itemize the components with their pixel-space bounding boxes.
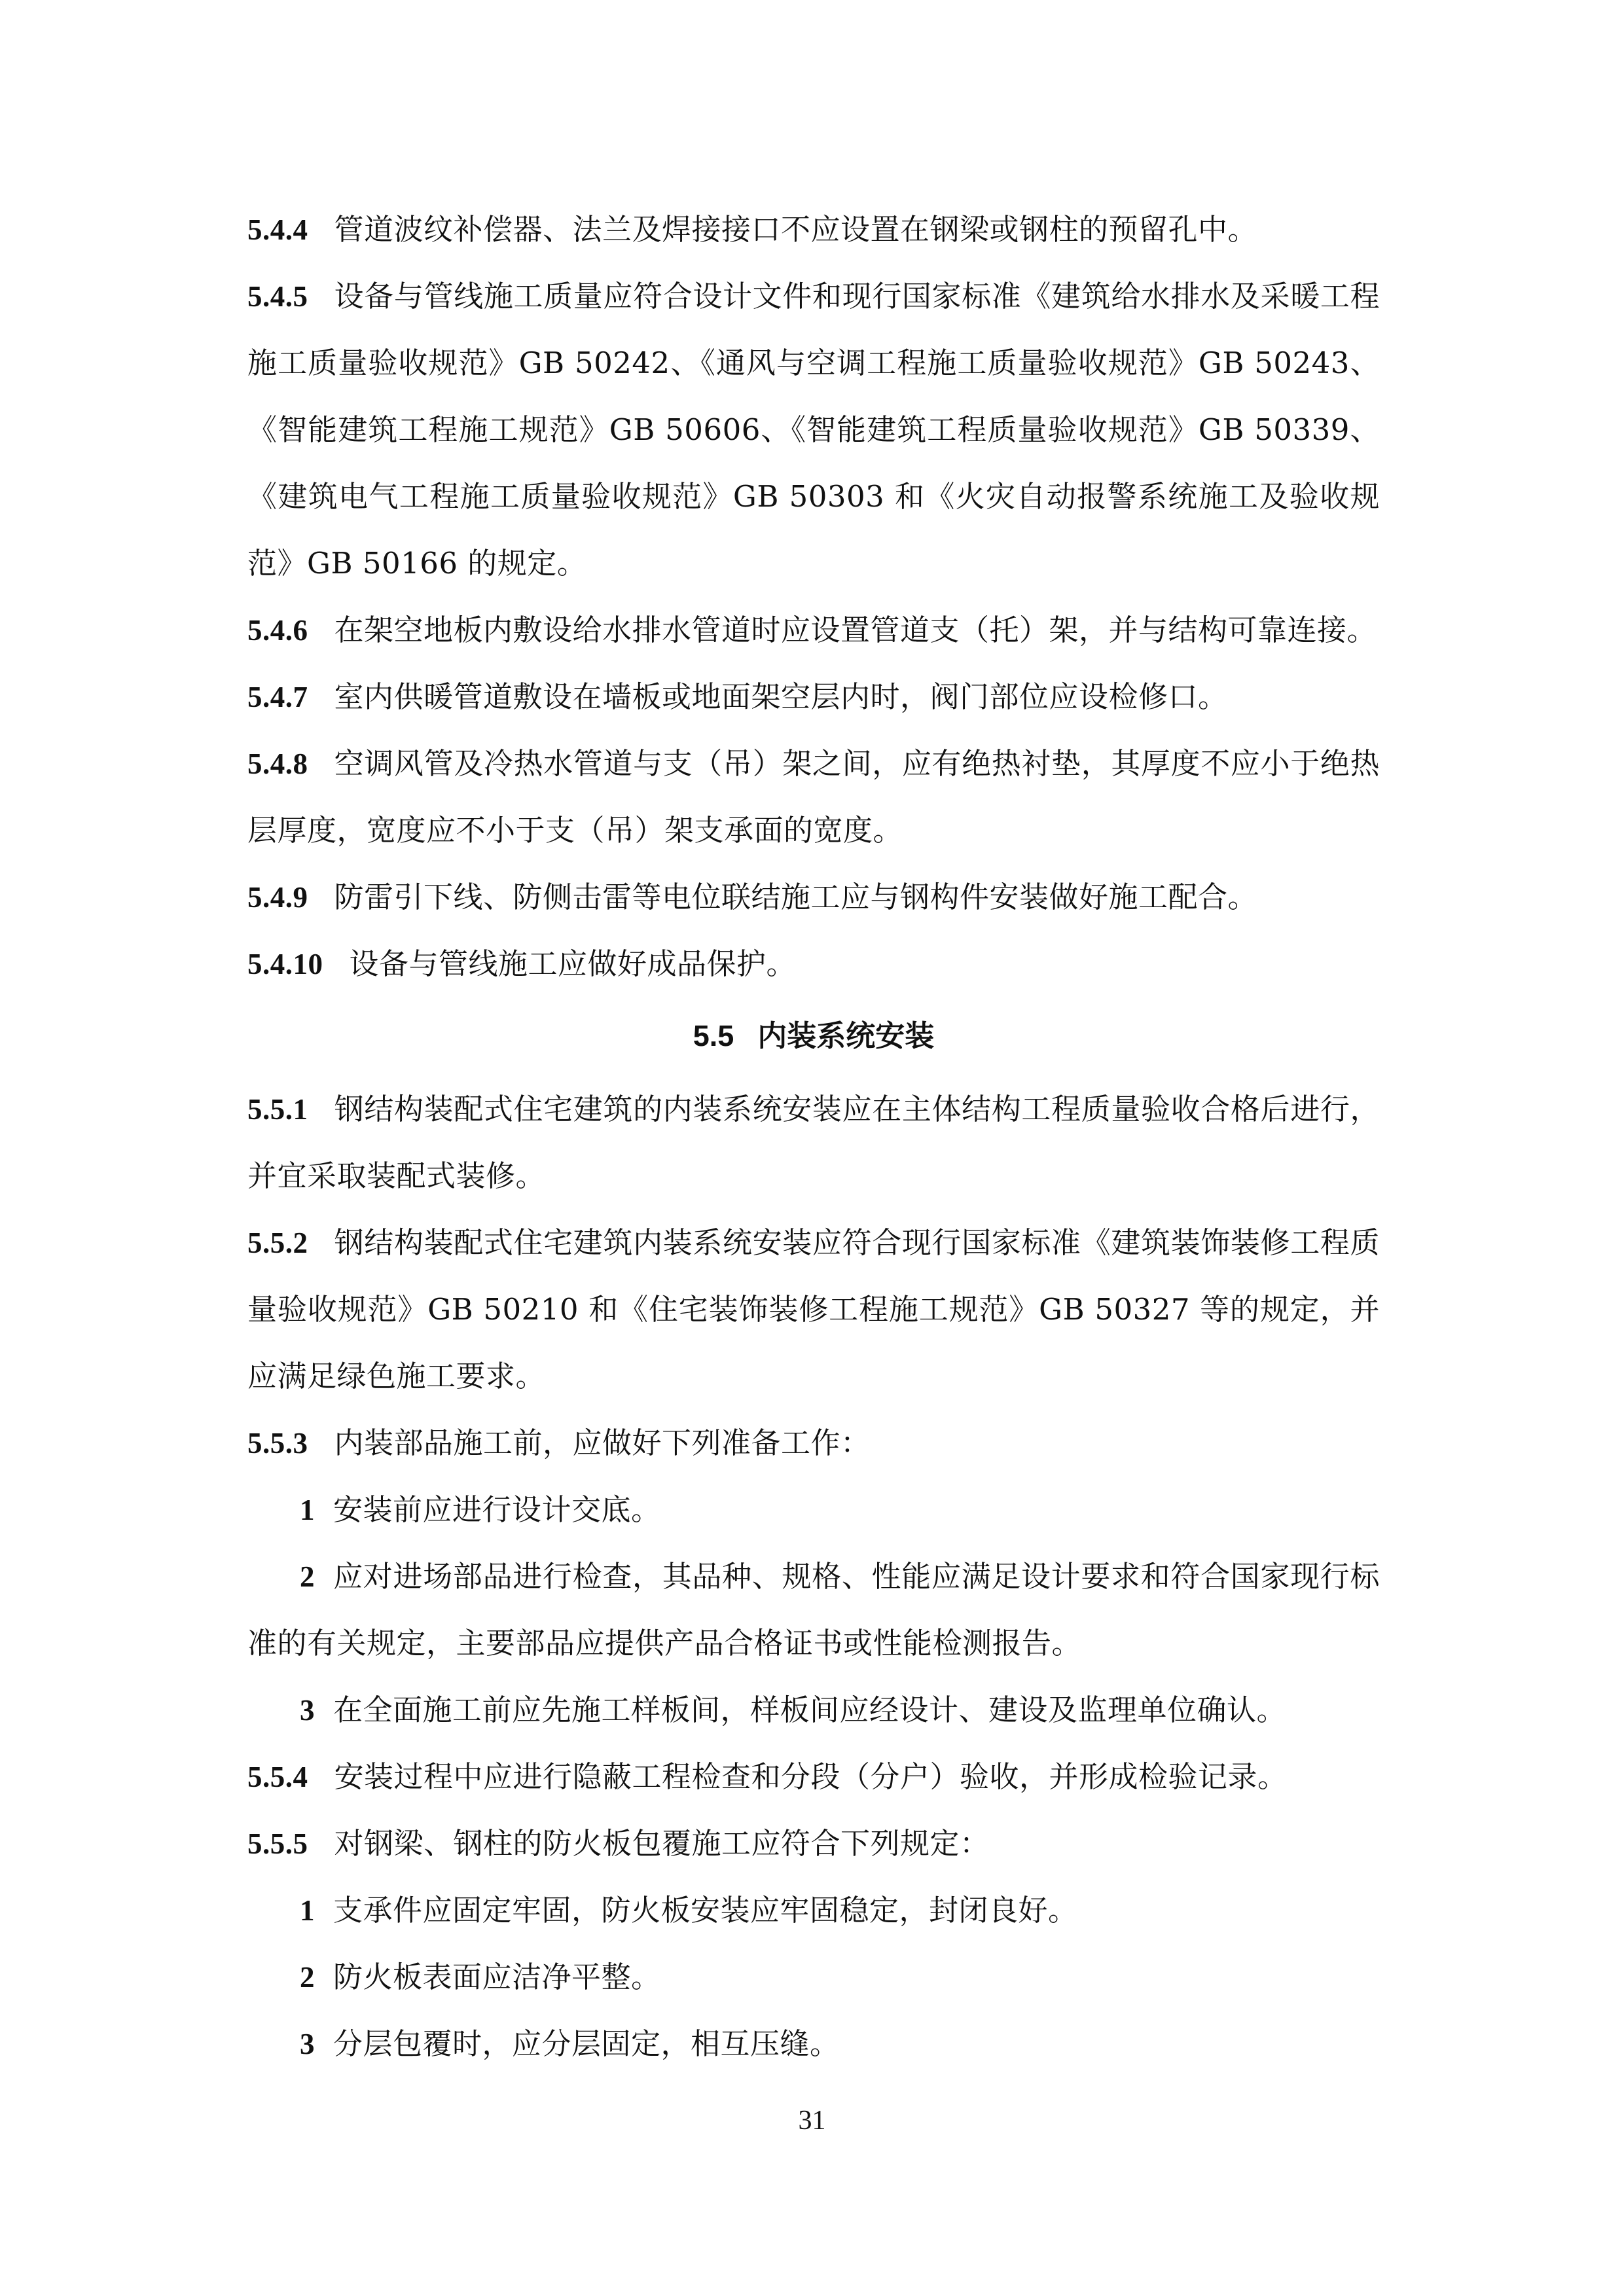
clause-text: 空调风管及冷热水管道与支（吊）架之间，应有绝热衬垫，其厚度不应小于绝热层厚度，宽度应不小于支（吊）架支承面的宽度。 (247, 746, 1380, 848)
item-number: 2 (300, 1560, 315, 1593)
item-number: 1 (300, 1494, 315, 1526)
clause-text: 对钢梁、钢柱的防火板包覆施工应符合下列规定： (334, 1826, 990, 1861)
clause-5-4-8 (247, 730, 1380, 864)
clause-text: 设备与管线施工应做好成品保护。 (349, 946, 797, 981)
item-text: 支承件应固定牢固，防火板安装应牢固稳定，封闭良好。 (333, 1893, 1078, 1928)
clause-5-4-10 (247, 931, 1380, 997)
item-text: 防火板表面应洁净平整。 (333, 1960, 661, 1994)
clause-5-4-7 (247, 664, 1380, 730)
clause-5-5-1 (247, 1076, 1380, 1210)
clause-5-5-5 (247, 1810, 1380, 1877)
clause-number: 5.4.4 (247, 213, 308, 246)
item-text: 应对进场部品进行检查，其品种、规格、性能应满足设计要求和符合国家现行标准的有关规定，主要部品应提供产品合格证书或性能检测报告。 (247, 1559, 1380, 1660)
item-text: 分层包覆时，应分层固定，相互压缝。 (333, 2026, 840, 2061)
clause-5-4-4 (247, 196, 1380, 263)
clause-text: 管道波纹补偿器、法兰及焊接接口不应设置在钢梁或钢柱的预留孔中。 (334, 212, 1258, 247)
clause-number: 5.5.1 (247, 1093, 308, 1126)
clause-number: 5.5.4 (247, 1761, 308, 1793)
clause-number: 5.5.5 (247, 1827, 308, 1860)
section-heading (247, 1003, 1380, 1069)
item-number: 1 (300, 1894, 315, 1927)
clause-text: 钢结构装配式住宅建筑的内装系统安装应在主体结构工程质量验收合格后进行，并宜采取装配式装修。 (247, 1092, 1380, 1193)
clause-5-4-9 (247, 864, 1380, 931)
clause-number: 5.4.5 (247, 280, 308, 313)
list-item (247, 1677, 1380, 1744)
section-number: 5.5 (693, 1019, 734, 1052)
list-item (247, 1944, 1380, 2011)
clause-text: 设备与管线施工质量应符合设计文件和现行国家标准《建筑给水排水及采暖工程施工质量验收规范》GB 50242、《通风与空调工程施工质量验收规范》GB 50243、《智能建筑工程施工规范》GB 50606、《智能建筑工程质量验收规范》GB 50339、《建筑电气工程施工质量验收规范》GB 50303 和《火灾自动报警系统施工及验收规范》GB 50166 的规定。 (247, 279, 1380, 581)
clause-number: 5.4.7 (247, 681, 308, 713)
clause-number: 5.4.6 (247, 614, 308, 647)
clause-number: 5.4.10 (247, 948, 323, 980)
clause-5-4-6 (247, 597, 1380, 664)
item-number: 3 (300, 2028, 315, 2060)
clause-number: 5.4.9 (247, 881, 308, 914)
clause-5-4-5 (247, 263, 1380, 597)
list-item (247, 1877, 1380, 1944)
clause-5-5-3 (247, 1410, 1380, 1477)
item-text: 安装前应进行设计交底。 (333, 1492, 661, 1527)
section-title-text: 内装系统安装 (757, 1018, 935, 1053)
item-number: 2 (300, 1961, 315, 1994)
list-item (247, 2011, 1380, 2077)
list-item (247, 1477, 1380, 1543)
clause-text: 钢结构装配式住宅建筑内装系统安装应符合现行国家标准《建筑装饰装修工程质量验收规范》GB 50210 和《住宅装饰装修工程施工规范》GB 50327 等的规定，并应满足绿色施工要求。 (247, 1225, 1380, 1393)
clause-number: 5.4.8 (247, 747, 308, 780)
clause-number: 5.5.3 (247, 1427, 308, 1460)
clause-text: 在架空地板内敷设给水排水管道时应设置管道支（托）架，并与结构可靠连接。 (334, 613, 1377, 647)
clause-text: 室内供暖管道敷设在墙板或地面架空层内时，阀门部位应设检修口。 (334, 679, 1228, 714)
list-item (247, 1543, 1380, 1677)
clause-text: 内装部品施工前，应做好下列准备工作： (334, 1426, 871, 1460)
clause-number: 5.5.2 (247, 1227, 308, 1259)
item-number: 3 (300, 1694, 315, 1727)
item-text: 在全面施工前应先施工样板间，样板间应经设计、建设及监理单位确认。 (333, 1693, 1287, 1727)
page-number: 31 (798, 2106, 826, 2136)
clause-text: 安装过程中应进行隐蔽工程检查和分段（分户）验收，并形成检验记录。 (334, 1759, 1288, 1794)
clause-5-5-2 (247, 1210, 1380, 1410)
clause-5-5-4 (247, 1744, 1380, 1810)
clause-text: 防雷引下线、防侧击雷等电位联结施工应与钢构件安装做好施工配合。 (334, 880, 1258, 914)
page-content (247, 196, 1380, 2077)
